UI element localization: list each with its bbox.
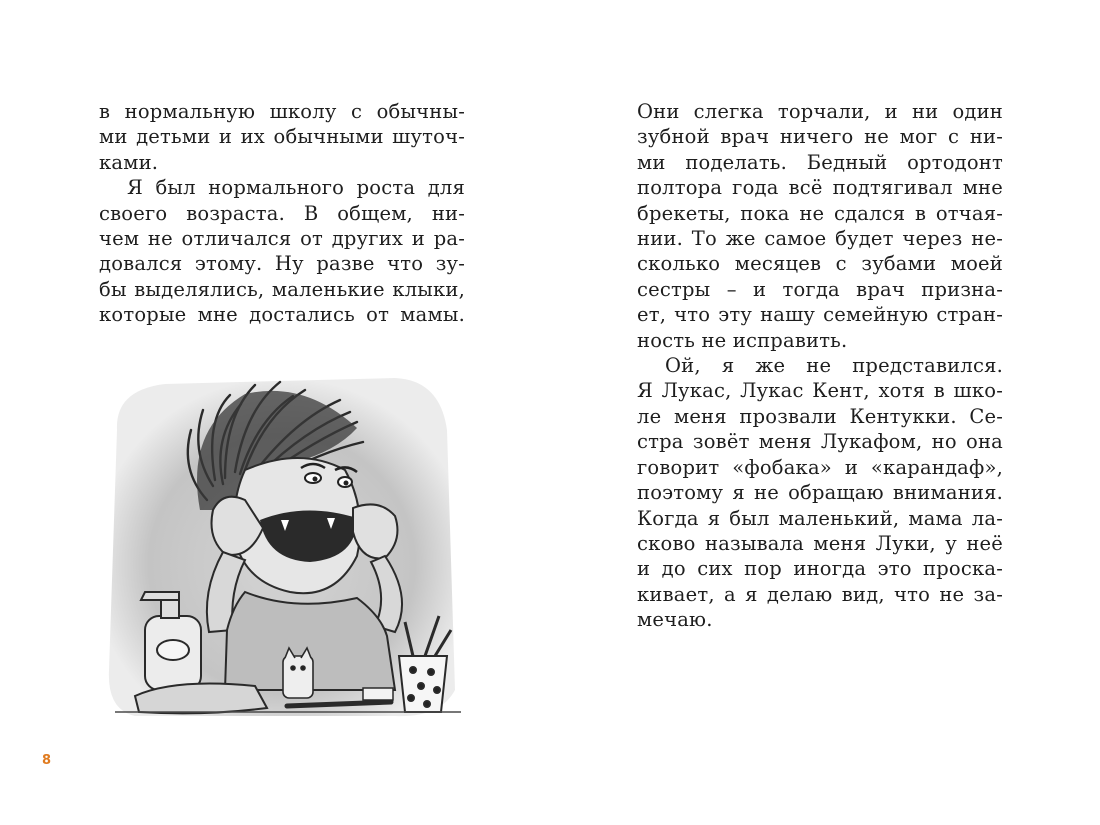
text-line: своего возраста. В общем, ни- xyxy=(99,201,465,225)
text-line: сколько месяцев с зубами моей xyxy=(637,252,1003,276)
text-line: говорит «фобака» и «карандаф», xyxy=(637,455,1003,479)
text-line: ми детьми и их обычными шуточ- xyxy=(99,125,465,149)
left-text-column xyxy=(99,99,465,328)
toy-cat xyxy=(283,648,313,698)
text-line: ками. xyxy=(99,150,159,174)
text-line: полтора года всё подтягивал мне xyxy=(637,176,1003,200)
text-line: Я был нормального роста для xyxy=(127,176,465,200)
boy-brushing-teeth-illustration xyxy=(95,360,477,732)
text-line: мечаю. xyxy=(637,608,713,632)
text-line: Ой, я же не представился. xyxy=(665,354,1003,378)
text-line: нии. То же самое будет через не- xyxy=(637,227,1003,251)
text-line: бы выделялись, маленькие клыки, xyxy=(99,277,465,301)
text-line: ми поделать. Бедный ортодонт xyxy=(637,150,1003,174)
text-line: в нормальную школу с обычны- xyxy=(99,100,465,123)
toothbrush-head xyxy=(363,688,393,700)
text-line: чем не отличался от других и ра- xyxy=(99,227,465,251)
text-line: зубной врач ничего не мог с ни- xyxy=(637,125,1003,149)
text-line: сестры – и тогда врач призна- xyxy=(637,277,1003,301)
right-text-column xyxy=(637,99,1003,633)
text-line: которые мне достались от мамы. xyxy=(99,303,465,327)
text-line: довался этому. Ну разве что зу- xyxy=(99,252,465,276)
text-line: кивает, а я делаю вид, что не за- xyxy=(637,582,1003,606)
text-line: ность не исправить. xyxy=(637,328,848,352)
text-line: сково называла меня Луки, у неё xyxy=(637,531,1003,555)
text-line: Когда я был маленький, мама ла- xyxy=(637,506,1003,530)
text-line: Они слегка торчали, и ни один xyxy=(637,100,1003,123)
text-line: ет, что эту нашу семейную стран- xyxy=(637,303,1003,327)
text-line: брекеты, пока не сдался в отчая- xyxy=(637,201,1003,225)
text-line: и до сих пор иногда это проска- xyxy=(637,557,1003,581)
text-line: ле меня прозвали Кентукки. Се- xyxy=(637,404,1003,428)
page-number: 8 xyxy=(42,753,52,768)
text-line: Я Лукас, Лукас Кент, хотя в шко- xyxy=(637,379,1003,403)
text-line: поэтому я не обращаю внимания. xyxy=(637,481,1003,505)
text-line: стра зовёт меня Лукафом, но она xyxy=(637,430,1003,454)
